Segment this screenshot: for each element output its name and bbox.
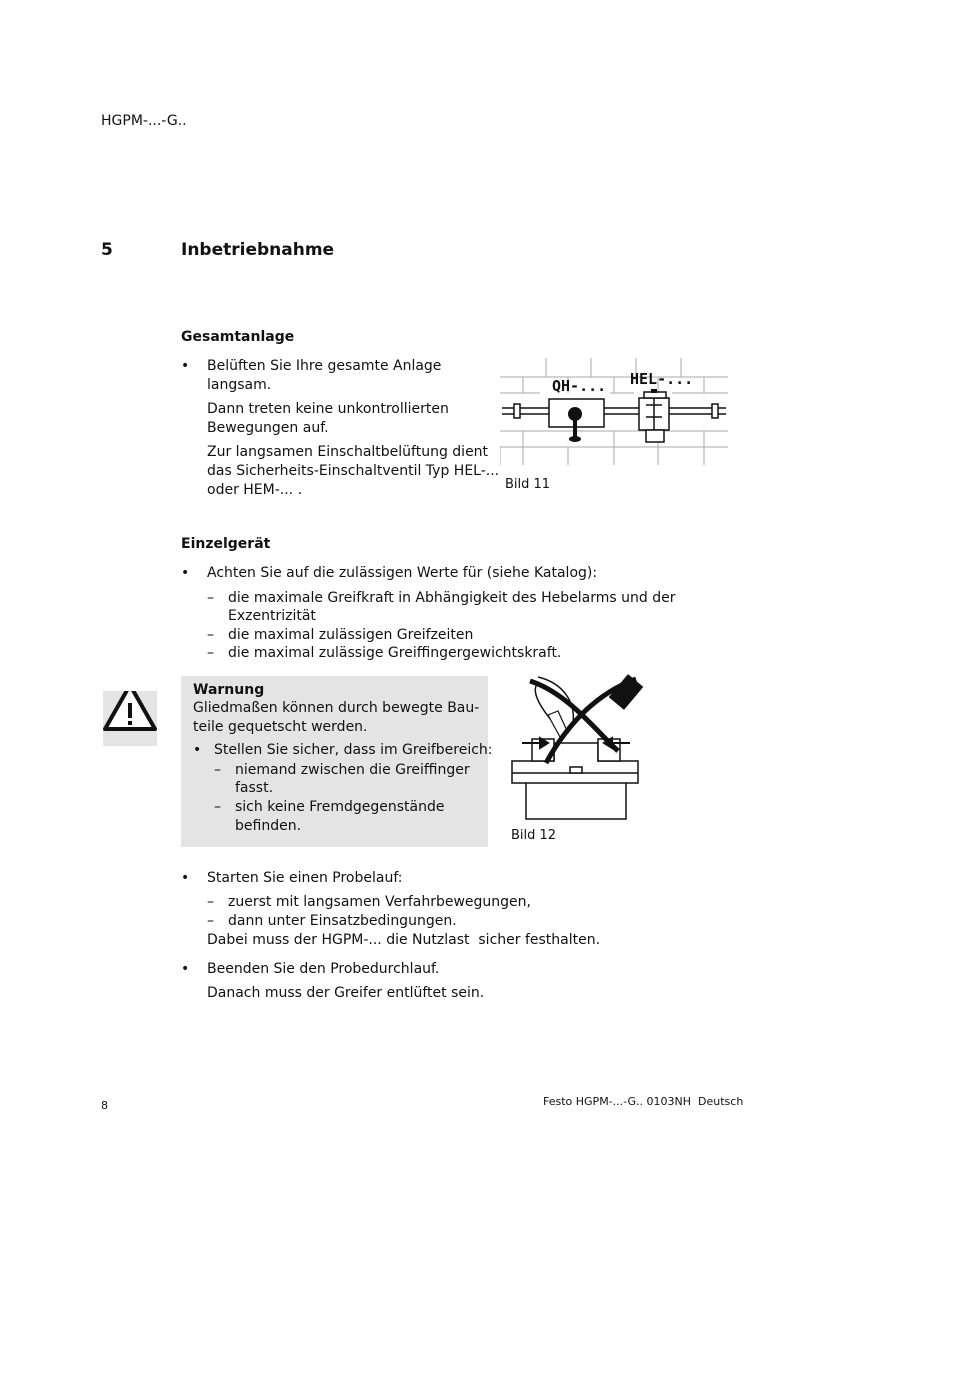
dash: – [214,762,221,778]
figure-11-caption: Bild 11 [505,477,551,492]
probedurchlauf-bullet: Beenden Sie den Probedurchlauf. [207,961,440,977]
section-title: Inbetriebnahme [181,240,335,260]
dash: – [214,799,221,815]
bullet-dot: • [181,358,190,374]
figure-12-gripper-hazard [508,673,644,823]
dash: – [207,627,214,643]
probelauf-item1: zuerst mit langsamen Verfahrbewegungen, [228,894,531,910]
footer-page-number: 8 [101,1099,108,1112]
bullet-dot: • [181,565,190,581]
dash: – [207,894,214,910]
gesamtanlage-bullet-line1: Belüften Sie Ihre gesamte Anlage [207,358,442,374]
dash: – [207,913,214,929]
einzelgeraet-item: die maximale Greifkraft in Abhängigkeit des Hebelarms und der [228,590,676,606]
warning-sub1-line2: fasst. [235,780,274,796]
figure-11-label-qh: QH-... [552,377,607,395]
bullet-dot: • [193,742,202,758]
warning-icon-box [103,691,157,746]
section-number: 5 [101,240,113,260]
warning-sub1-line1: niemand zwischen die Greiffinger [235,762,470,778]
warning-sub2-line2: befinden. [235,818,302,834]
gesamtanlage-para1-line2: Bewegungen auf. [207,420,329,436]
figure-12-caption: Bild 12 [511,828,557,843]
warning-title: Warnung [193,682,265,698]
figure-11-label-hel: HEL-... [630,370,694,388]
warning-line2: teile gequetscht werden. [193,719,368,735]
dash: – [207,645,214,661]
footer-doc-info: Festo HGPM-...-G.. 0103NH Deutsch [543,1095,744,1108]
header-doc-code: HGPM-...-G.. [101,113,187,129]
einzelgeraet-item: Exzentrizität [228,608,316,624]
probelauf-note: Dabei muss der HGPM-... die Nutzlast sicher festhalten. [207,932,601,948]
einzelgeraet-item: die maximal zulässigen Greifzeiten [228,627,474,643]
probelauf-bullet: Starten Sie einen Probelauf: [207,870,403,886]
einzelgeraet-bullet: Achten Sie auf die zulässigen Werte für (siehe Katalog): [207,565,598,581]
einzelgeraet-heading: Einzelgerät [181,536,271,552]
gesamtanlage-heading: Gesamtanlage [181,329,295,345]
figure-11-diagram [500,355,728,467]
bullet-dot: • [181,870,190,886]
probedurchlauf-note: Danach muss der Greifer entlüftet sein. [207,985,485,1001]
probelauf-item2: dann unter Einsatzbedingungen. [228,913,457,929]
gesamtanlage-para2-line3: oder HEM-... . [207,482,303,498]
dash: – [207,590,214,606]
gesamtanlage-bullet-line2: langsam. [207,377,272,393]
einzelgeraet-item: die maximal zulässige Greiffingergewichtskraft. [228,645,562,661]
warning-bullet: Stellen Sie sicher, dass im Greifbereich: [214,742,493,758]
gesamtanlage-para1-line1: Dann treten keine unkontrollierten [207,401,449,417]
gesamtanlage-para2-line1: Zur langsamen Einschaltbelüftung dient [207,444,489,460]
warning-triangle-icon [103,691,157,746]
bullet-dot: • [181,961,190,977]
warning-line1: Gliedmaßen können durch bewegte Bau- [193,700,480,716]
warning-sub2-line1: sich keine Fremdgegenstände [235,799,445,815]
gesamtanlage-para2-line2: das Sicherheits-Einschaltventil Typ HEL-... [207,463,500,479]
